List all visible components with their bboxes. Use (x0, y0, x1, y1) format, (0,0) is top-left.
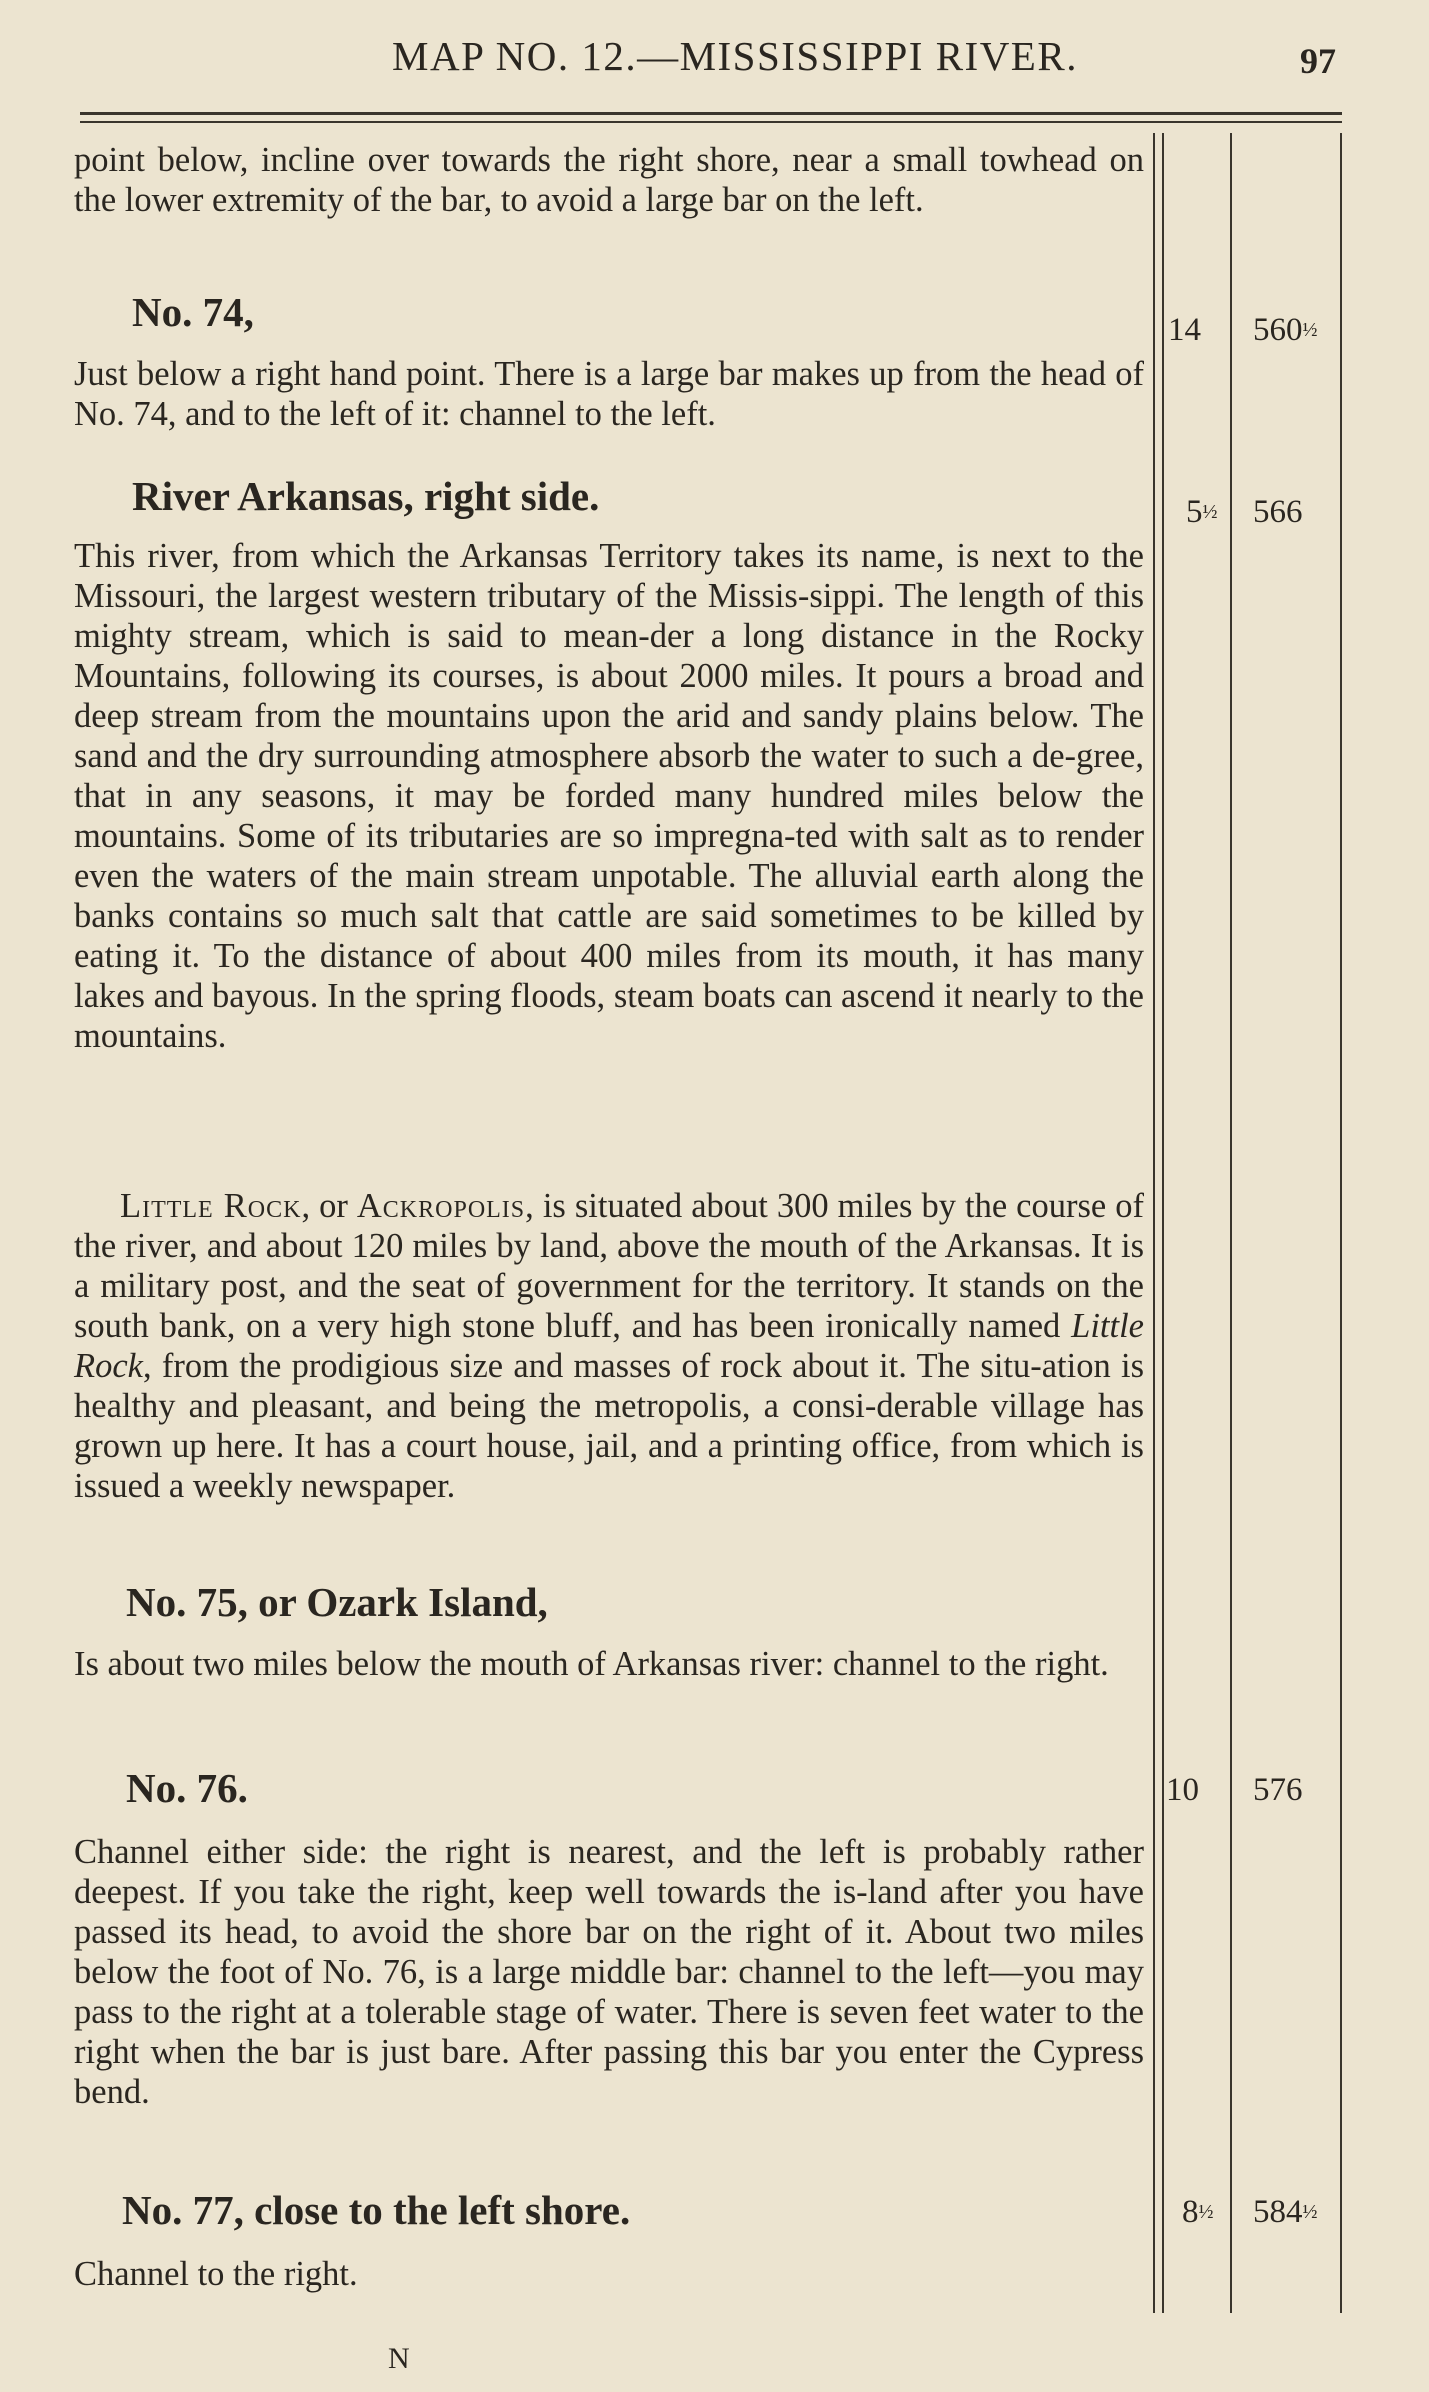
no77-paragraph: Channel to the right. (74, 2255, 358, 2293)
distance-fraction: ½ (1198, 2201, 1214, 2223)
little-rock-italic: Little Rock (74, 1307, 1144, 1385)
little-rock-text-a: , is situated about 300 miles by the course of the river, and about 120 miles by land, above the mouth of the Arkansas. It is a military post, and the seat of government for the territory. It stands on the south bank, on a very high stone bluff, and has been ironically named (74, 1187, 1144, 1345)
arkansas-heading: River Arkansas, right side. (132, 473, 600, 519)
total-value: 560 (1253, 312, 1303, 348)
arkansas-distance (1186, 494, 1218, 531)
running-header-title: MAP NO. 12.—MISSISSIPPI RIVER. (392, 33, 1078, 79)
ackropolis-name: Ackropolis (356, 1187, 526, 1225)
column-rule (1162, 133, 1164, 2313)
no75-heading: No. 75, or Ozark Island, (126, 1579, 548, 1625)
no74-paragraph: Just below a right hand point. There is a large bar makes up from the head of No. 74, and to the left of it: channel to the left. (74, 355, 1144, 433)
intro-block (74, 140, 1144, 220)
arkansas-block (74, 472, 1144, 1056)
no74-total (1253, 312, 1318, 349)
little-rock-block (74, 1186, 1144, 1506)
no77-distance (1182, 2194, 1214, 2231)
no74-block (74, 288, 1144, 434)
page-number: 97 (1300, 41, 1336, 81)
arkansas-paragraph: This river, from which the Arkansas Territory takes its name, is next to the Missouri, the largest western tributary of the Missis-sippi. The length of this mighty stream, which is said to mean-der a long distance in the Rocky Mountains, following its courses, is about 2000 miles. It pours a broad and deep stream from the mountains upon the arid and sandy plains below. The sand and the dry surrounding atmosphere absorb the water to such a de-gree, that in any seasons, it may be forded many hundred miles below the mountains. Some of its tributaries are so impregna-ted with salt as to render even the waters of the main stream unpotable. The alluvial earth along the banks contains so much salt that cattle are said sometimes to be killed by eating it. To the distance of about 400 miles from its mouth, it has many lakes and bayous. In the spring floods, steam boats can ascend it nearly to the mountains. (74, 537, 1144, 1055)
distance-fraction: ½ (1202, 501, 1218, 523)
little-rock-name: Little Rock (120, 1187, 302, 1225)
total-value: 566 (1253, 494, 1303, 530)
distance-value: 8 (1182, 2194, 1199, 2230)
no75-paragraph: Is about two miles below the mouth of Arkansas river: channel to the right. (74, 1645, 1109, 1683)
no77-block (74, 2186, 1144, 2294)
no74-distance (1168, 312, 1201, 349)
total-value: 576 (1253, 1772, 1303, 1808)
no76-distance (1166, 1772, 1199, 1809)
total-fraction: ½ (1302, 319, 1318, 341)
column-rule (1230, 133, 1232, 2313)
header-rule-thick (80, 112, 1342, 115)
no75-block (74, 1578, 1144, 1684)
distance-value: 10 (1166, 1772, 1199, 1808)
little-rock-paragraph (74, 1186, 1144, 1506)
no76-heading: No. 76. (126, 1765, 248, 1811)
little-rock-separator: , or (301, 1187, 357, 1225)
no76-total (1253, 1772, 1303, 1809)
no76-paragraph: Channel either side: the right is nearest, and the left is probably rather deepest. If you take the right, keep well towards the is-land after you have passed its head, to avoid the shore bar on the right of it. About two miles below the foot of No. 76, is a large middle bar: channel to the left—you may pass to the right at a tolerable stage of water. There is seven feet water to the right when the bar is just bare. After passing this bar you enter the Cypress bend. (74, 1833, 1144, 2111)
no77-total (1253, 2194, 1318, 2231)
signature-mark: N (388, 2342, 410, 2375)
no76-block (74, 1764, 1144, 2112)
column-rule (1340, 133, 1342, 2313)
distance-value: 14 (1168, 312, 1201, 348)
little-rock-text-b: , from the prodigious size and masses of rock about it. The situ-ation is healthy and pleasant, and being the metropolis, a consi-derable village has grown up here. It has a court house, jail, and a printing office, from which is issued a weekly newspaper. (74, 1347, 1144, 1505)
column-rule (1153, 133, 1155, 2313)
total-value: 584 (1253, 2194, 1303, 2230)
distance-value: 5 (1186, 494, 1203, 530)
arkansas-total (1253, 494, 1303, 531)
no74-heading: No. 74, (132, 289, 254, 335)
header-rule-thin (80, 121, 1342, 123)
total-fraction: ½ (1302, 2201, 1318, 2223)
intro-paragraph: point below, incline over towards the right shore, near a small towhead on the lower extremity of the bar, to avoid a large bar on the left. (74, 141, 1144, 219)
no77-heading: No. 77, close to the left shore. (122, 2187, 631, 2233)
